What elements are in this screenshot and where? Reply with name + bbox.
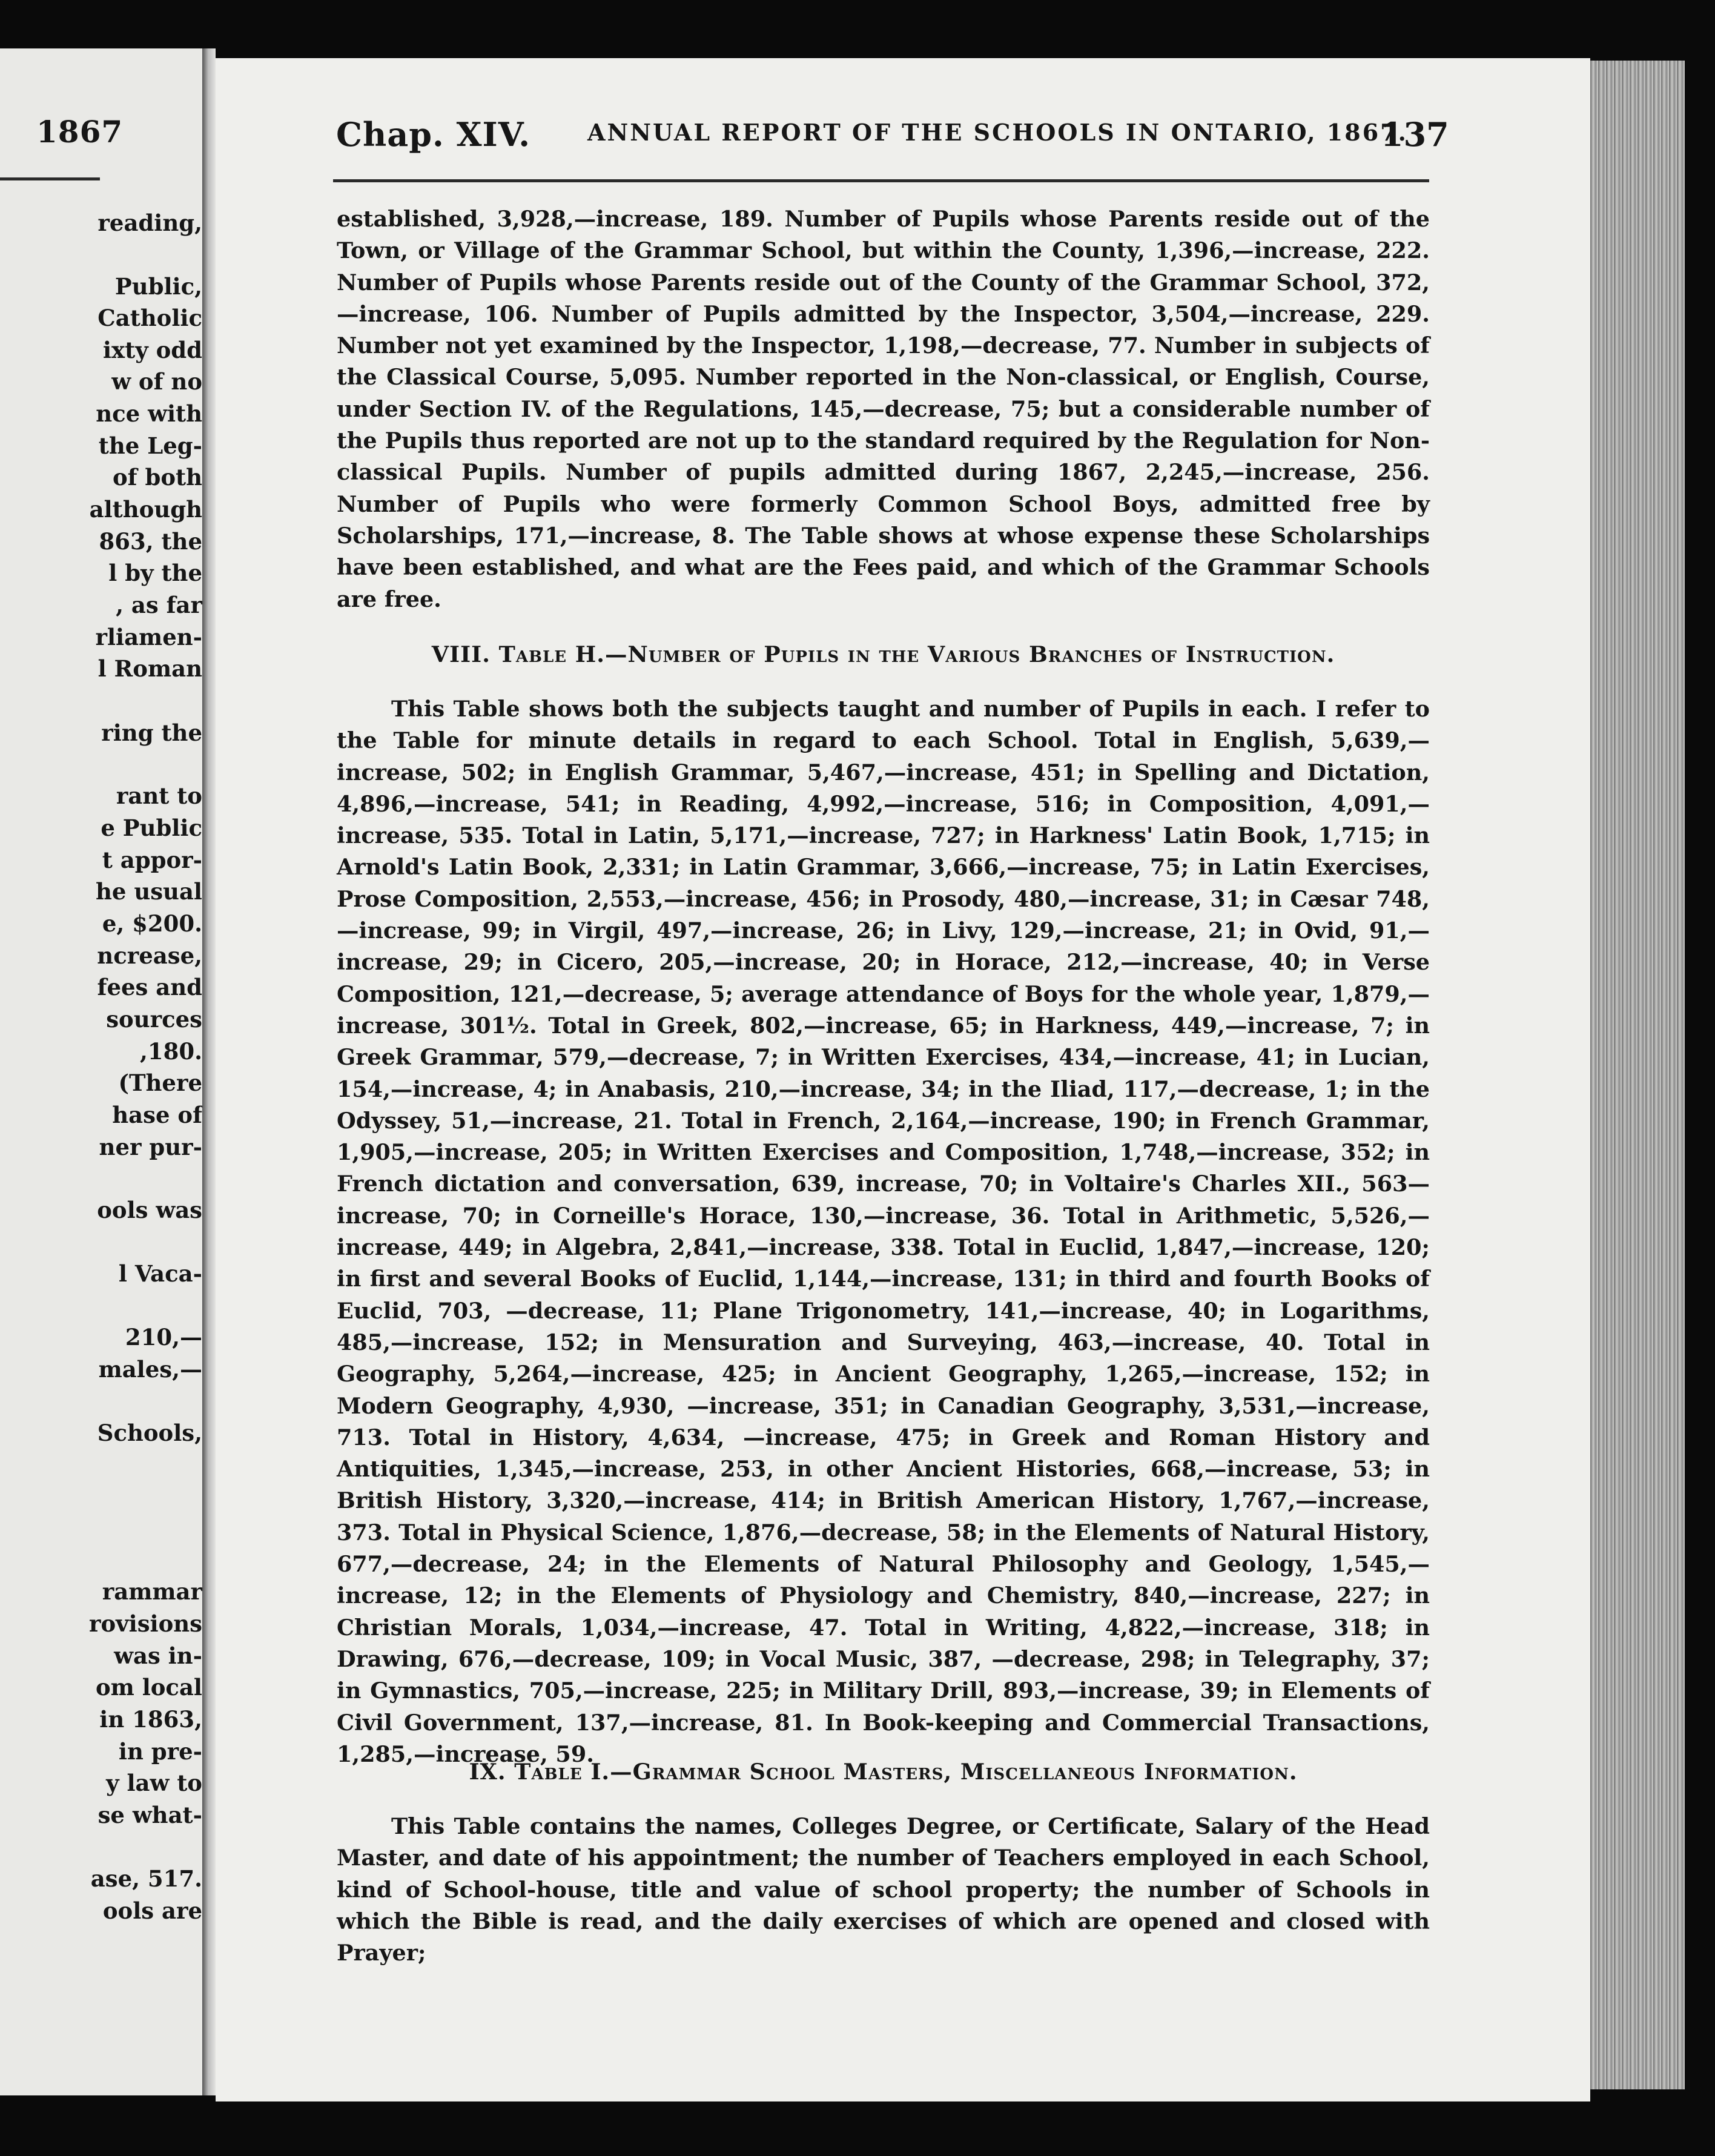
left-page-line: 863, the	[99, 528, 202, 555]
left-header-rule	[0, 177, 100, 180]
left-page-line: hase of	[112, 1102, 202, 1128]
left-page-line: the Leg-	[98, 432, 202, 459]
left-page-line: e Public	[101, 815, 202, 841]
left-page-line: males,—	[98, 1356, 202, 1383]
section-heading-ix: IX. Table I.—Grammar School Masters, Miscellaneous Information.	[469, 1759, 1298, 1785]
left-page-line: ,180.	[140, 1038, 202, 1065]
header-rule	[333, 179, 1429, 182]
left-page-line: rant to	[116, 782, 202, 809]
left-page-line: nce with	[96, 400, 202, 427]
chapter-heading: Chap. XIV.	[336, 115, 531, 154]
left-page-line: ring the	[101, 719, 202, 746]
left-page-line: ase, 517.	[90, 1865, 202, 1892]
left-page-line: e, $200.	[102, 910, 202, 937]
left-page-line: w of no	[111, 368, 202, 395]
left-page-line: sources	[106, 1006, 202, 1033]
page-edges	[1590, 61, 1685, 2089]
left-page-line: y law to	[106, 1770, 202, 1796]
paragraph-continued: established, 3,928,—increase, 189. Number of Pupils whose Parents reside out of the Town, or Village of the Grammar School, but within the County, 1,396,—increase, 222. Number of Pupils whose Parents reside out of the County of the Grammar School, 372, —increase, 106. Number of Pupils admitted by the Inspector, 3,504,—increase, 229. Number not yet examined by the Inspector, 1,198,—decrease, 77. Number in subjects of the Classical Course, 5,095. Number reported in the Non-classical, or English, Course, under Section IV. of the Regulations, 145,—decrease, 75; but a considerable number of the Pupils thus reported are not up to the standard required by the Regulation for Non-classical Pupils. Number of pupils admitted during 1867, 2,245,—increase, 256. Number of Pupils who were formerly Common School Boys, admitted free by Scholarships, 171,—increase, 8. The Table shows at whose expense these Scholarships have been established, and what are the Fees paid, and which of the Grammar Schools are free.	[337, 206, 1430, 612]
left-page-line: was in-	[114, 1642, 202, 1669]
left-page-line: ncrease,	[97, 942, 202, 969]
left-page-line: om local	[95, 1674, 202, 1701]
left-page-line: 210,—	[125, 1324, 202, 1351]
left-page-line: in 1863,	[99, 1706, 202, 1733]
left-page-line: in pre-	[118, 1738, 202, 1765]
left-page-line: he usual	[96, 878, 202, 905]
left-page-line: of both	[112, 464, 202, 491]
left-page-line: rovisions	[88, 1610, 202, 1637]
left-page-line: ner pur-	[99, 1134, 202, 1160]
left-page-line: Public,	[114, 273, 202, 300]
left-page-line: ools was	[97, 1197, 202, 1223]
book-gutter	[202, 48, 216, 2095]
paragraph-table-i: This Table contains the names, Colleges Degree, or Certificate, Salary of the Head Master, and date of his appointment; the number of Teachers employed in each School, kind of School-house, title and value of school property; the number of Schools in which the Bible is read, and the daily exercises of which are opened and closed with Prayer;	[337, 1813, 1430, 1966]
left-page-line: rammar	[102, 1578, 202, 1605]
left-page-line: Catholic	[97, 305, 202, 331]
left-page-line: l by the	[108, 560, 202, 586]
left-page-line: se what-	[97, 1802, 202, 1828]
left-page-line: ixty odd	[102, 337, 202, 363]
page-number: 137	[1381, 115, 1449, 154]
left-page-line: l Vaca-	[118, 1260, 202, 1287]
left-page-line: Schools,	[97, 1420, 202, 1446]
left-page-line: l Roman	[97, 655, 202, 682]
left-page-line: rliamen-	[95, 624, 202, 650]
left-page-header: 1867	[36, 114, 124, 150]
left-page-line: t appor-	[102, 847, 202, 873]
section-heading-viii: VIII. Table H.—Number of Pupils in the Various Branches of Instruction.	[431, 641, 1335, 667]
paragraph-table-h: This Table shows both the subjects taught and number of Pupils in each. I refer to the Table for minute details in regard to each School. Total in English, 5,639,—increase, 502; in English Grammar, 5,467,—increase, 451; in Spelling and Dictation, 4,896,—increase, 541; in Reading, 4,992,—increase, 516; in Composition, 4,091,—increase, 535. Total in Latin, 5,171,—increase, 727; in Harkness' Latin Book, 1,715; in Arnold's Latin Book, 2,331; in Latin Grammar, 3,666,—increase, 75; in Latin Exercises, Prose Composition, 2,553,—increase, 456; in Prosody, 480,—increase, 31; in Cæsar 748,—increase, 99; in Virgil, 497,—increase, 26; in Livy, 129,—increase, 21; in Ovid, 91,—increase, 29; in Cicero, 205,—increase, 20; in Horace, 212,—increase, 40; in Verse Composition, 121,—decrease, 5; average attendance of Boys for the whole year, 1,879,—increase, 301½. Total in Greek, 802,—increase, 65; in Harkness, 449,—increase, 7; in Greek Grammar, 579,—decrease, 7; in Written Exercises, 434,—increase, 41; in Lucian, 154,—increase, 4; in Anabasis, 210,—increase, 34; in the Iliad, 117,—decrease, 1; in the Odyssey, 51,—increase, 21. Total in French, 2,164,—increase, 190; in French Grammar, 1,905,—increase, 205; in Written Exercises and Composition, 1,748,—increase, 352; in French dictation and conversation, 639, increase, 70; in Voltaire's Charles XII., 563—increase, 70; in Corneille's Horace, 130,—increase, 36. Total in Arithmetic, 5,526,—increase, 449; in Algebra, 2,841,—increase, 338. Total in Euclid, 1,847,—increase, 120; in first and several Books of Euclid, 1,144,—increase, 131; in third and fourth Books of Euclid, 703, —decrease, 11; Plane Trigonometry, 141,—increase, 40; in Logarithms, 485,—increase, 152; in Mensuration and Surveying, 463,—increase, 40. Total in Geography, 5,264,—increase, 425; in Ancient Geography, 1,265,—increase, 152; in Modern Geography, 4,930, —increase, 351; in Canadian Geography, 3,531,—increase, 713. Total in History, 4,634, —increase, 475; in Greek and Roman History and Antiquities, 1,345,—increase, 253, in other Ancient Histories, 668,—increase, 53; in British History, 3,320,—increase, 414; in British American History, 1,767,—increase, 373. Total in Physical Science, 1,876,—decrease, 58; in the Elements of Natural History, 677,—decrease, 24; in the Elements of Natural Philosophy and Geology, 1,545,—increase, 12; in the Elements of Physiology and Chemistry, 840,—increase, 227; in Christian Morals, 1,034,—increase, 47. Total in Writing, 4,822,—increase, 318; in Drawing, 676,—decrease, 109; in Vocal Music, 387, —decrease, 298; in Telegraphy, 37; in Gymnastics, 705,—increase, 225; in Military Drill, 893,—increase, 39; in Elements of Civil Government, 137,—increase, 81. In Book-keeping and Commercial Transactions, 1,285,—increase, 59.	[337, 696, 1430, 1767]
left-page-fragment	[0, 48, 202, 2095]
left-page-line: reading,	[97, 210, 202, 236]
left-page-line: (There	[118, 1070, 202, 1096]
left-page-line: ools are	[102, 1897, 202, 1924]
running-title: ANNUAL REPORT OF THE SCHOOLS IN ONTARIO, 1867.	[587, 119, 1408, 146]
left-page-line: , as far	[116, 592, 202, 618]
left-page-line: although	[89, 496, 202, 523]
left-page-line: fees and	[97, 974, 202, 1000]
